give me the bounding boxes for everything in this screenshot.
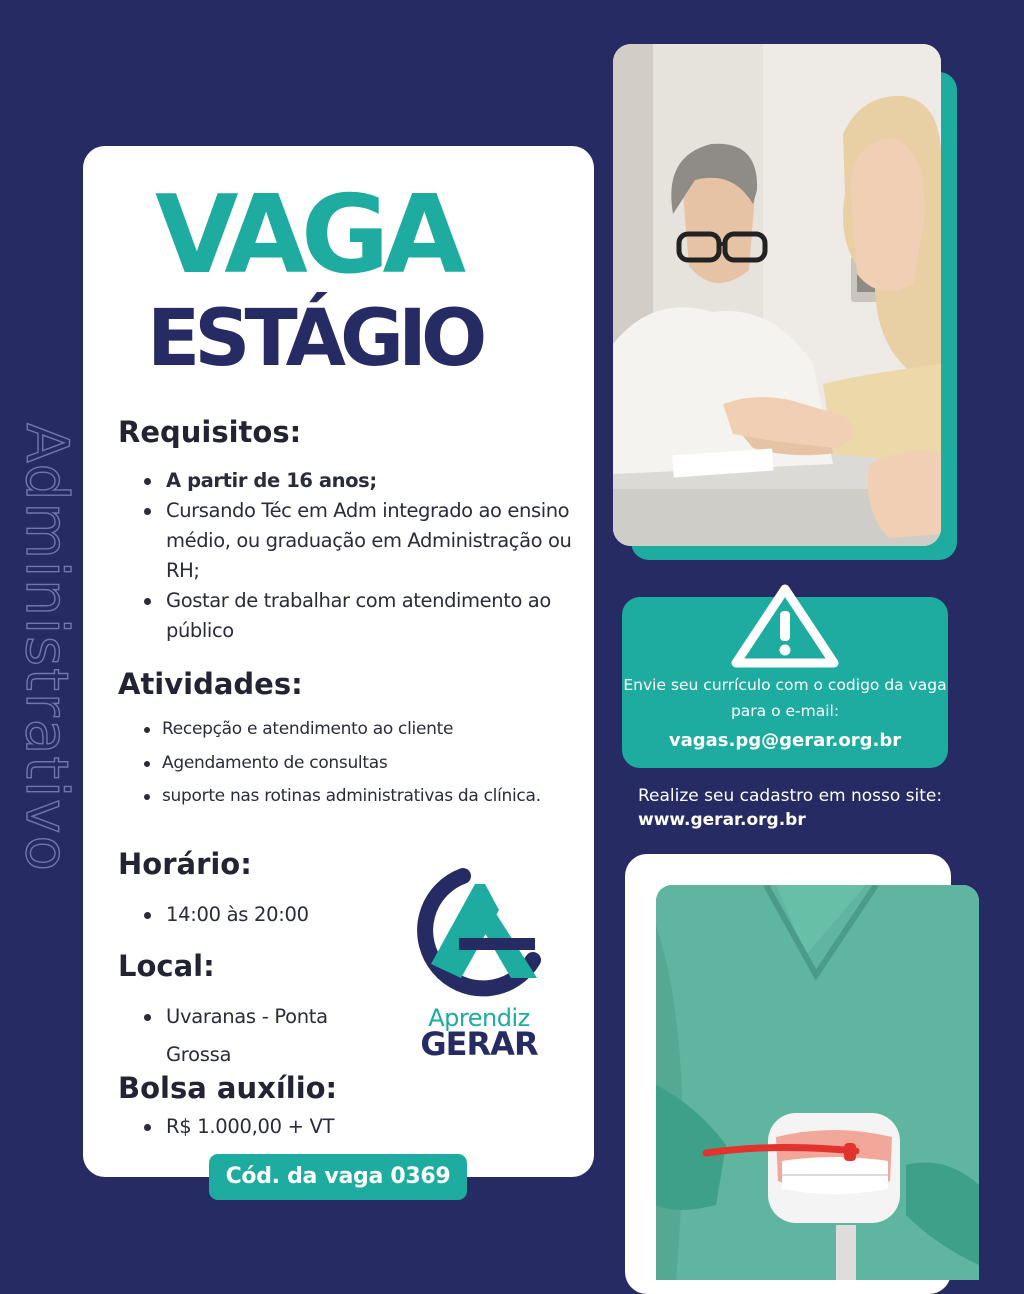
dental-photo <box>656 885 979 1280</box>
list-item: Agendamento de consultas <box>141 747 551 781</box>
side-vertical-text: Administrativo <box>13 423 82 873</box>
signup-text: Realize seu cadastro em nosso site: <box>638 786 943 806</box>
list-item: A partir de 16 anos; <box>141 466 581 496</box>
send-cv-alert <box>622 597 948 768</box>
contact-email[interactable]: vagas.pg@gerar.org.br <box>668 730 902 751</box>
title-estagio: ESTÁGIO <box>147 294 482 384</box>
logo-text-aprendiz: Aprendiz <box>428 1004 530 1032</box>
list-item: Recepção e atendimento ao cliente <box>141 713 551 747</box>
list-horario <box>141 900 309 930</box>
heading-requisitos: Requisitos: <box>118 415 302 449</box>
heading-local: Local: <box>118 949 215 983</box>
aprendiz-gerar-logo <box>405 866 553 1066</box>
alert-message: Envie seu currículo com o codigo da vaga para o e-mail: <box>623 676 947 720</box>
list-item: suporte nas rotinas administrativas da clínica. <box>141 780 551 814</box>
list-item: Cursando Téc em Adm integrado ao ensino médio, ou graduação em Administração ou RH; <box>141 496 581 586</box>
website-link[interactable]: www.gerar.org.br <box>638 810 806 830</box>
title-vaga: VAGA <box>155 173 460 298</box>
list-item: Uvaranas - Ponta Grossa <box>141 998 366 1074</box>
side-vertical-label <box>13 372 82 924</box>
signup-note <box>638 784 968 832</box>
list-item: Gostar de trabalhar com atendimento ao público <box>141 586 581 646</box>
logo-text-gerar: GERAR <box>420 1025 538 1063</box>
dental-photo-illustration <box>656 885 979 1280</box>
warning-triangle-icon <box>730 583 840 669</box>
office-photo <box>613 44 941 546</box>
heading-horario: Horário: <box>118 847 252 881</box>
heading-bolsa: Bolsa auxílio: <box>118 1071 338 1105</box>
heading-atividades: Atividades: <box>118 667 303 701</box>
office-photo-illustration <box>613 44 941 546</box>
list-atividades <box>141 713 551 814</box>
gerar-logo-icon <box>405 866 553 1006</box>
list-bolsa <box>141 1112 334 1142</box>
list-item: 14:00 às 20:00 <box>141 900 309 930</box>
job-code-badge: Cód. da vaga 0369 <box>209 1154 467 1200</box>
list-item: R$ 1.000,00 + VT <box>141 1112 334 1142</box>
list-requisitos <box>141 466 581 646</box>
list-local <box>141 998 366 1074</box>
job-card <box>83 146 594 1177</box>
